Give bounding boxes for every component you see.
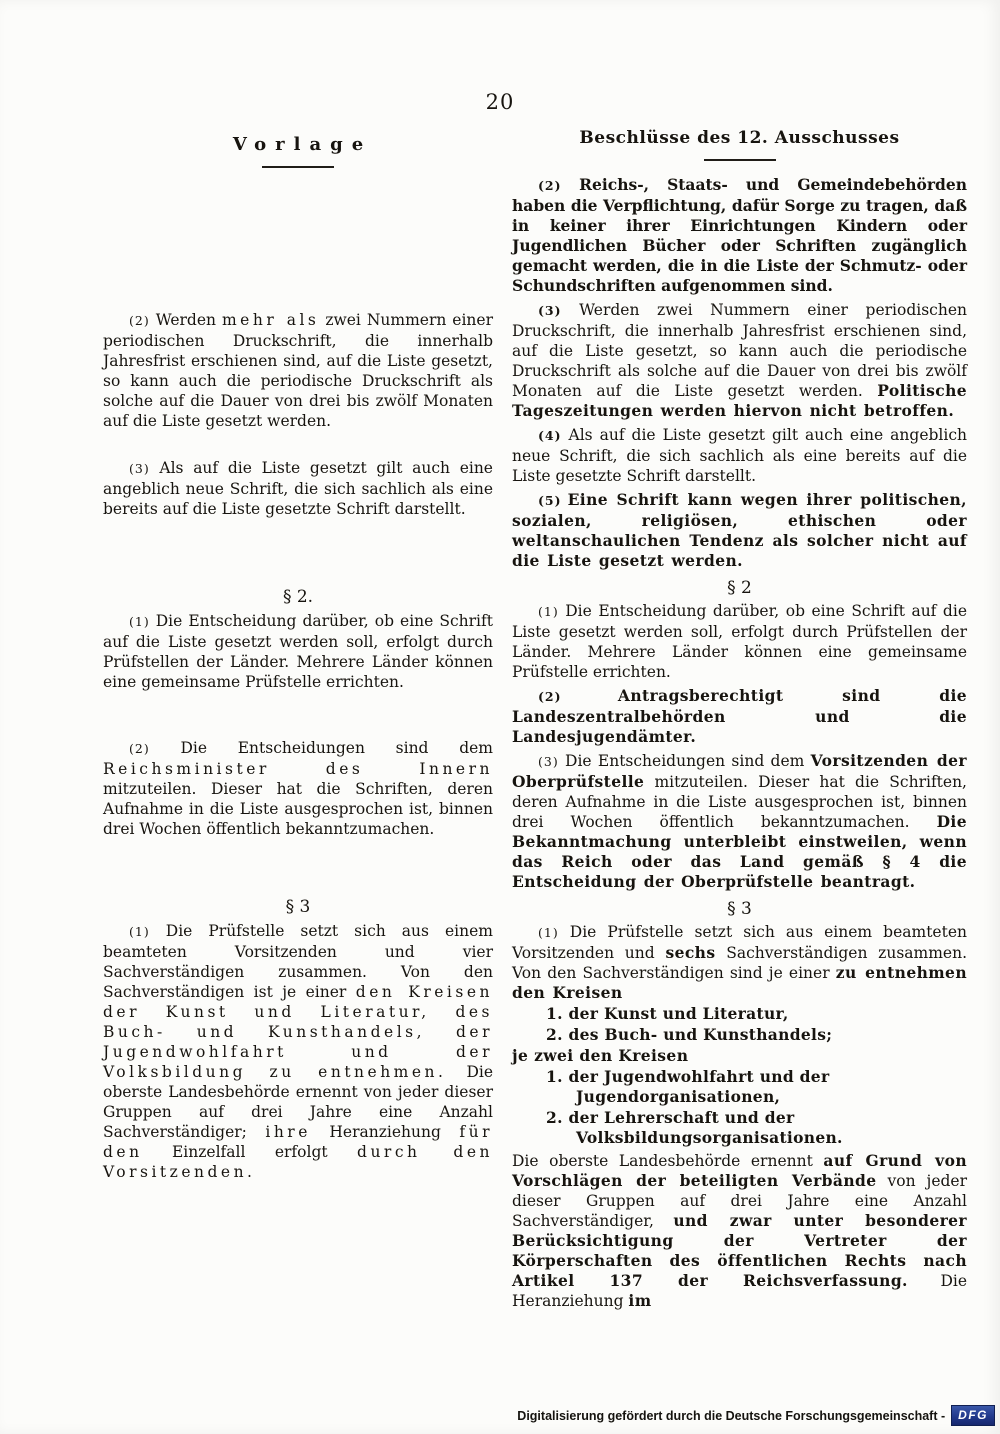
digitization-footer [517,1405,995,1426]
left-header-rule [262,166,334,168]
text-run-spaced: Reichsminister des Innern [103,760,493,778]
paragraph-number: (1) [129,924,150,939]
text-run: Die Prüfstelle setzt sich aus einem beamteten Vorsitzenden und vier Sachverständigen zusammen. Von den Sachverständigen ist je einer [103,922,493,1001]
text-run: Werden [155,311,222,329]
text-run-bold: und zwar unter besonderer Berücksichtigung der Vertreter der Körperschaften des öffentlichen Rechts nach Artikel 137 der Reichsverfassung. [512,1211,967,1290]
list-item-number: 1. [546,1004,563,1023]
text-run: Die Entscheidungen sind dem [565,752,811,770]
text-run: Die oberste Landesbehörde ernennt [512,1152,824,1170]
text-run-bold: im [628,1291,652,1310]
text-run: Als auf die Liste gesetzt gilt auch eine angeblich neue Schrift, die sich sachlich als eine bereits auf die Liste gesetzte Schrift darstellt. [512,426,967,485]
right-header-rule [704,159,776,161]
text-run-spaced: ihre [265,1123,311,1141]
left-paragraph-2 [103,310,493,431]
right-section-3-heading: § 3 [727,899,752,919]
list-item-text: der Lehrerschaft und der Volksbildungsorganisationen. [568,1108,843,1147]
right-section-2-heading: § 2 [727,578,752,598]
text-run: von jeder dieser Gruppen auf drei Jahre eine Anzahl Sachverständiger, [512,1172,967,1230]
paragraph-number: (3) [538,303,562,318]
paragraph-number: (2) [129,313,150,328]
text-run-bold: Eine Schrift kann wegen ihrer politischen, sozialen, religiösen, ethischen oder weltanschaulichen Tendenz als solcher nicht auf die Liste gesetzt werden. [512,490,967,570]
between-lists-line: je zwei den Kreisen [512,1046,689,1065]
list-item-text: der Jugendwohlfahrt und der Jugendorganisationen, [568,1067,830,1106]
text-run: Die oberste Landesbehörde ernennt von jeder dieser Gruppen auf drei Jahre eine Anzahl Sachverständiger; [103,1063,494,1141]
list-item-text: der Kunst und Literatur, [568,1004,789,1023]
text-run: Einzelfall erfolgt [142,1143,358,1161]
paragraph-number: (1) [538,604,559,619]
paragraph-number: (1) [538,925,559,940]
text-run: mitzuteilen. Dieser hat die Schriften, deren Aufnahme in die Liste ausgesprochen ist, binnen drei Wochen öffentlich bekanntzumachen. [103,780,493,838]
paragraph-number: (2) [538,689,562,704]
text-run: zwei Nummern einer periodischen Druckschrift, die innerhalb Jahresfrist erschienen sind, auf die Liste gesetzt, so kann auch die periodische Druckschrift als solche auf die Dauer von drei bis zwölf Monaten auf die Liste gesetzt werden. [103,311,493,430]
text-run-bold: Politische Tageszeitungen werden hiervon nicht betroffen. [512,381,967,420]
paragraph-number: (3) [538,754,559,769]
right-s2-paragraph-3 [512,751,967,892]
text-run-bold: Die Bekanntmachung unterbleibt einstweilen, wenn das Reich oder das Land gemäß § 4 die Entscheidung der Oberprüfstelle beantragt. [512,812,967,891]
text-run-spaced: den Kreisen der Kunst und Literatur, des Buch- und Kunsthandels, der Jugendwohlfahrt und der Volksbildung zu entnehmen. [103,983,494,1081]
right-s3-paragraph-2 [512,1151,967,1311]
list-item-number: 2. [546,1025,563,1044]
list-item-text: des Buch- und Kunsthandels; [568,1025,833,1044]
text-run: Die Entscheidung darüber, ob eine Schrift auf die Liste gesetzt werden soll, erfolgt durch Prüfstellen der Länder. Mehrere Länder können eine gemeinsame Prüfstelle errichten. [512,602,967,681]
text-run: Werden zwei Nummern einer periodischen Druckschrift, die innerhalb Jahresfrist erschienen sind, auf die Liste gesetzt, so kann auch die periodische Druckschrift als solche auf die Dauer von drei bis zwölf Monaten auf die Liste gesetzt werden. [512,301,967,400]
text-run: Die Heranziehung [512,1272,968,1310]
list-item [512,1025,967,1045]
text-run-spaced: für den [103,1123,493,1161]
paragraph-number: (4) [538,428,562,443]
right-column-title: Beschlüsse des 12. Ausschusses [579,128,900,148]
left-section-2-heading: § 2. [282,587,314,607]
right-paragraph-4 [512,425,967,486]
right-column-header [512,128,967,161]
paragraph-number: (5) [538,493,562,508]
text-run: Die Entscheidungen sind dem [180,739,493,757]
paragraph-number: (1) [129,614,150,629]
text-run-bold: Vorsitzenden der Oberprüfstelle [512,751,967,791]
left-section-3-heading: § 3 [285,897,311,917]
right-s2-paragraph-1 [512,601,967,682]
text-run: Die Prüfstelle setzt sich aus einem beamteten Vorsitzenden und [512,923,967,962]
column-vorlage [103,135,493,1182]
left-s2-paragraph-2 [103,738,493,839]
text-run: mitzuteilen. Dieser hat die Schriften, deren Aufnahme in die Liste ausgesprochen ist, binnen drei Wochen öffentlich bekanntzumachen. [512,773,967,831]
right-paragraph-5 [512,490,967,571]
text-run: Sachverständigen zusammen. Von den Sachverständigen sind je einer [512,944,968,982]
right-paragraph-3 [512,300,967,421]
right-paragraph-2 [512,175,967,296]
left-s3-paragraph-1 [103,921,493,1182]
paragraph-number: (2) [129,741,150,756]
column-beschluesse [512,128,967,1311]
text-run: Die Entscheidung darüber, ob eine Schrift auf die Liste gesetzt werden soll, erfolgt durch Prüfstellen der Länder. Mehrere Länder können eine gemeinsame Prüfstelle errichten. [103,612,493,691]
text-run-bold: zu entnehmen den Kreisen [512,963,967,1002]
left-column-header [103,135,493,168]
list-item [512,1108,967,1148]
list-item-number: 1. [546,1067,563,1086]
list-item [512,1004,967,1024]
left-column-title: Vorlage [232,134,373,155]
right-s3-paragraph-1 [512,922,967,1003]
text-run: Als auf die Liste gesetzt gilt auch eine angeblich neue Schrift, die sich sachlich als eine bereits auf die Liste gesetzte Schrift darstellt. [103,459,493,518]
text-run-bold: auf Grund von Vorschlägen der beteiligten Verbände [512,1151,967,1190]
text-run-bold: sechs [665,943,716,962]
text-run-bold: Antragsberechtigt sind die Landeszentralbehörden und die Landesjugendämter. [512,686,967,746]
right-s2-paragraph-2 [512,686,967,747]
page-number: 20 [485,90,515,114]
text-run-spaced: mehr als [221,311,320,329]
paragraph-number: (3) [129,461,150,476]
text-run-spaced: durch den Vorsitzenden. [103,1143,494,1181]
left-s2-paragraph-1 [103,611,493,692]
footer-credit-text: Digitalisierung gefördert durch die Deutsche Forschungsgemeinschaft - [517,1408,946,1423]
text-run: Heranziehung [310,1123,460,1141]
list-item-number: 2. [546,1108,563,1127]
text-run-bold: Reichs-, Staats- und Gemeindebehörden haben die Verpflichtung, dafür Sorge zu tragen, daß in keiner ihrer Einrichtungen Kindern oder Jugendlichen Bücher oder Schriften zugänglich gemacht werden, die in die Liste der Schmutz- oder Schundschriften aufgenommen sind. [512,175,967,295]
left-paragraph-3 [103,458,493,519]
dfg-logo: DFG [951,1405,995,1426]
list-item [512,1067,967,1107]
paragraph-number: (2) [538,178,562,193]
